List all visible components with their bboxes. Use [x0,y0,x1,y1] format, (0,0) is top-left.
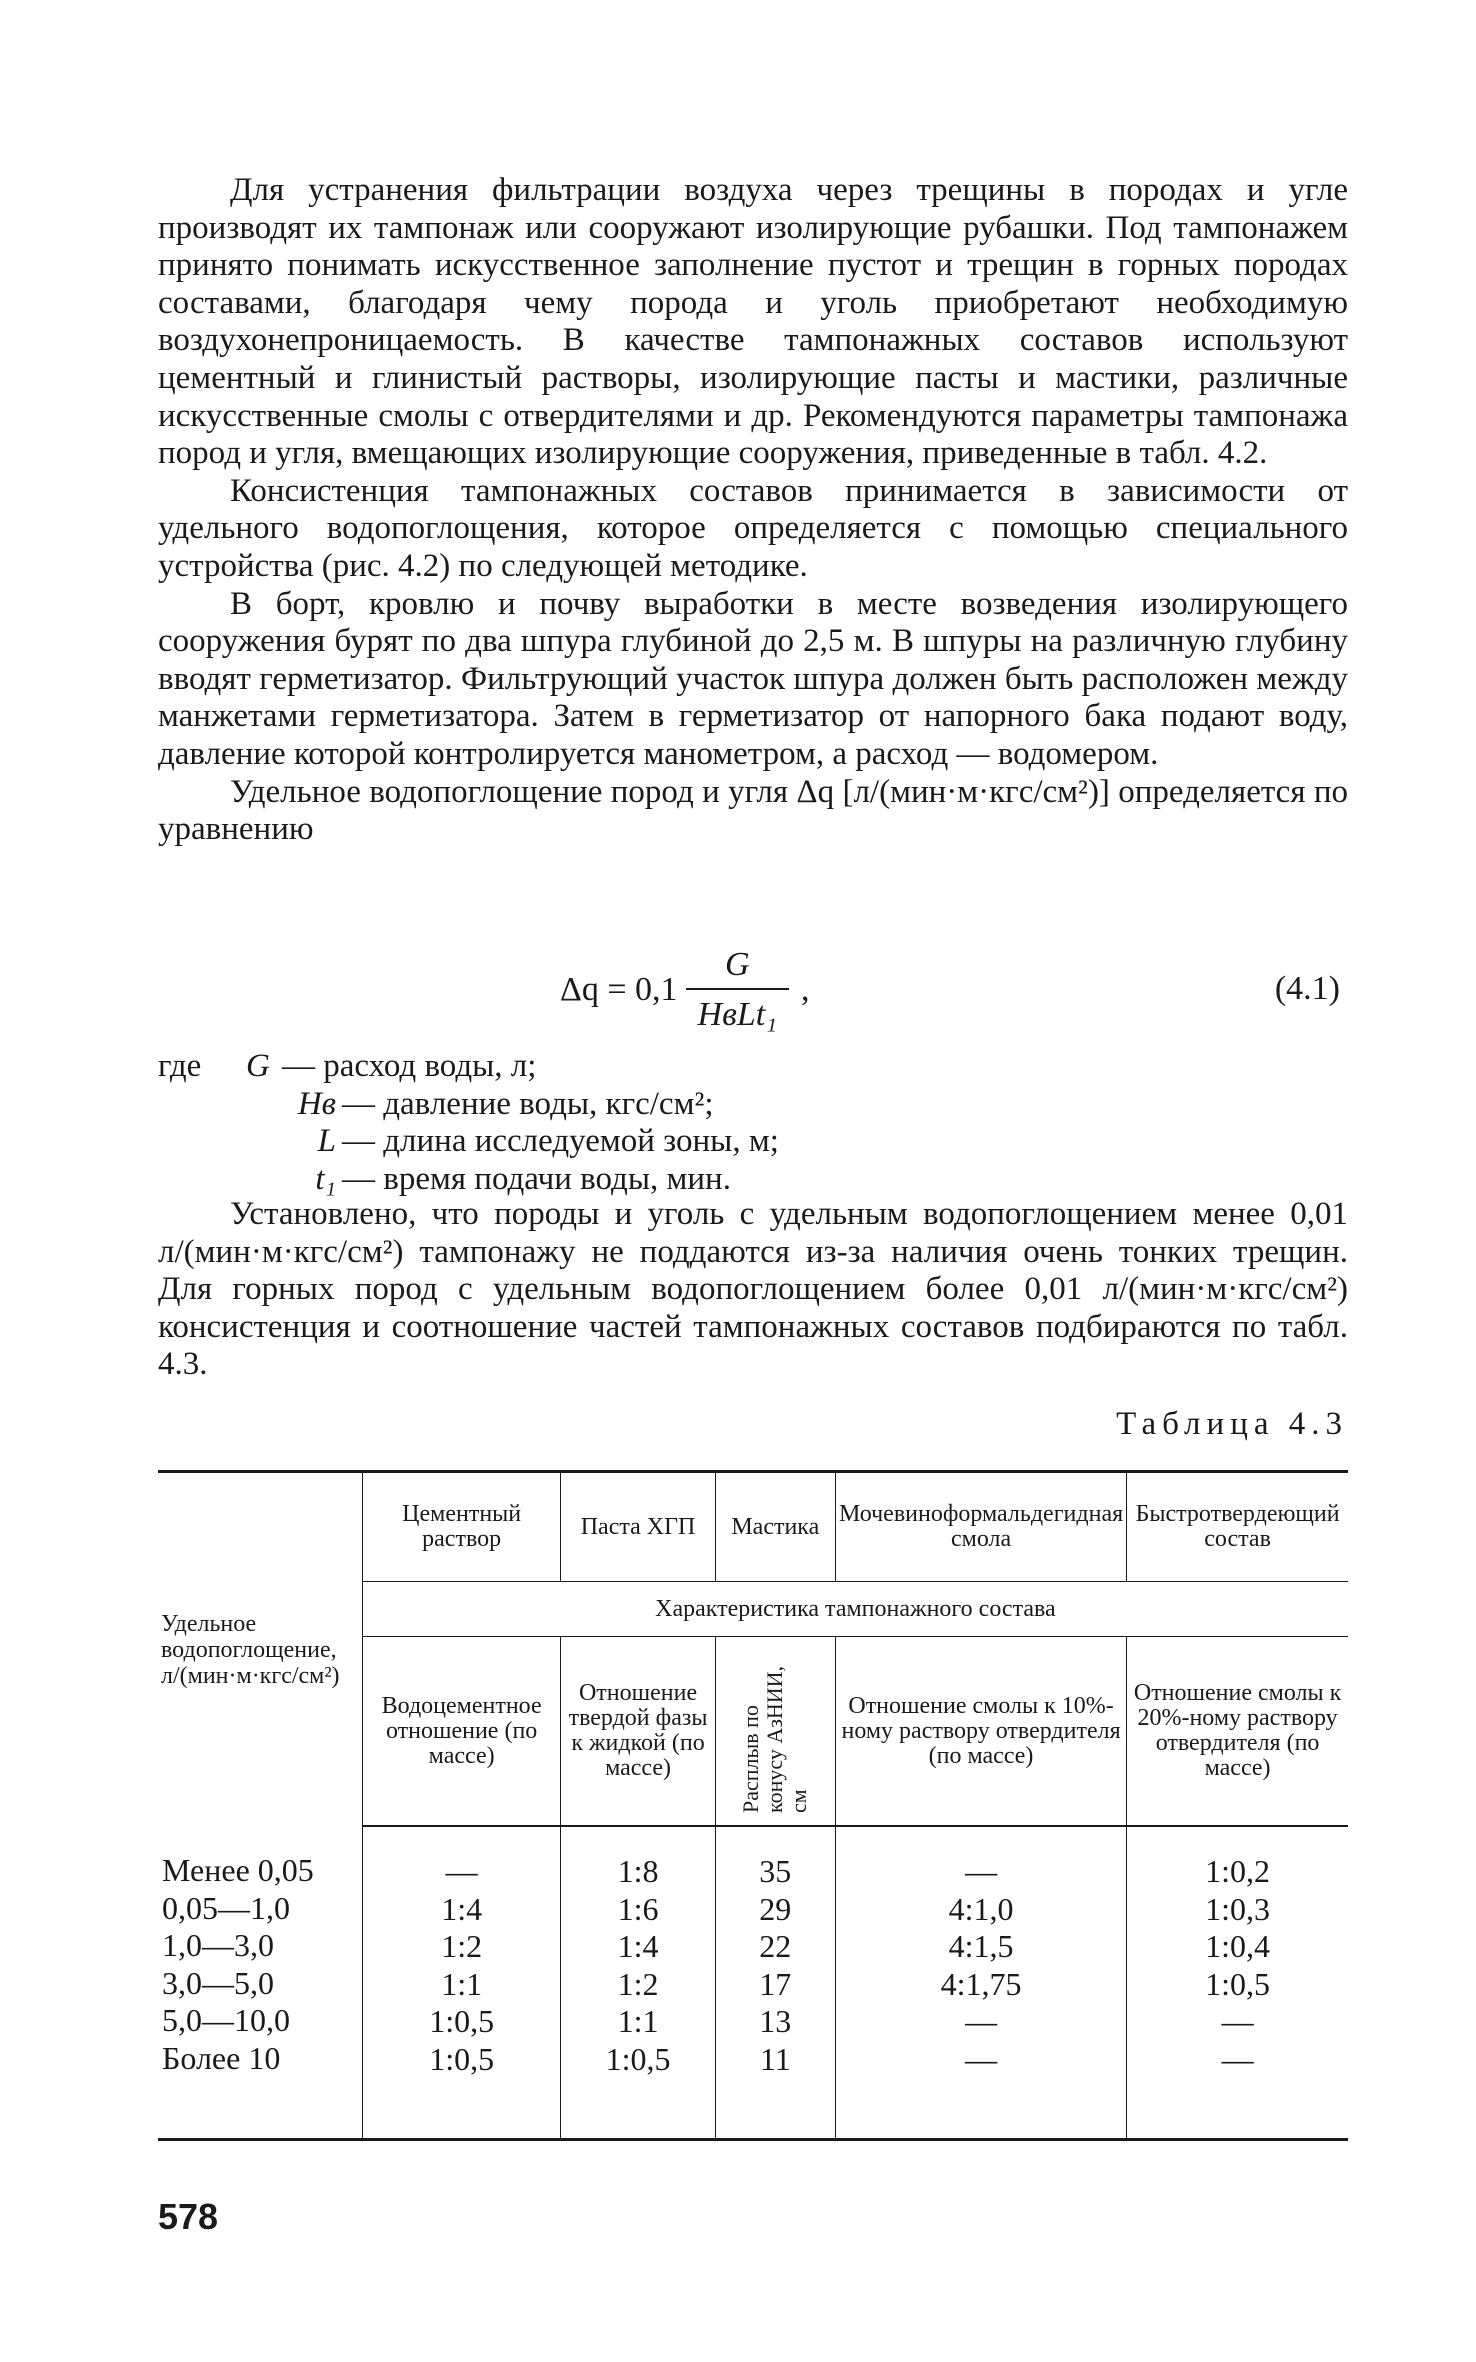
characteristic-header: Отношение смолы к 10%-ному раствору отвердителя (по массе) [835,1637,1126,1827]
formula-numerator: G [725,946,750,983]
characteristic-header: Отношение смолы к 20%-ному раствору отвердителя (по массе) [1127,1637,1348,1827]
formula-trailing: , [801,971,810,1008]
equation-number: (4.1) [1274,970,1340,1007]
definition-row [158,1086,1348,1124]
data-table [158,1470,1348,2138]
material-header: Цементный раствор [362,1472,561,1582]
definition-symbol: t₁ [315,1160,336,1197]
body-text-continued [158,1196,1348,1384]
material-header: Быстротвердеющий состав [1127,1472,1348,1582]
material-header-row [158,1472,1348,1582]
vertical-label: Расплыв по конусу АзНИИ, см [738,1665,812,1813]
paragraph-3: В борт, кровлю и почву выработки в месте возведения изолирующего сооружения бурят по два шпура глубиной до 2,5 м. В шпуры на различную глубину вводят герметизатор. Фильтрующий участок шпура должен быть расположен между манжетами герметизатора. Затем в герметизатор от напорного бака подают воду, давление которой контролируется манометром, а расход — водомером. [158,585,1348,772]
material-header: Паста ХГП [561,1472,715,1582]
definition-text: — давление воды, кгс/см²; [342,1085,714,1122]
cell-column-4: — 4:1,0 4:1,5 4:1,75 — — [835,1826,1126,2138]
formula-denominator: HвLt₁ [686,988,790,1034]
cell-column-3: 35 29 22 17 13 11 [715,1826,835,2138]
variable-definitions [158,1048,1348,1198]
definition-symbol: G [246,1048,270,1084]
paragraph-1: Для устранения фильтрации воздуха через трещины в породах и угле производят их тампонаж или сооружают изолирующие рубашки. Под тампонажем принято понимать искусственное заполнение пустот и трещин в горных породах составами, благодаря чему порода и уголь приобретают необходимую воздухонепроницаемость. В качестве тампонажных составов используют цементный и глинистый растворы, изолирующие пасты и мастики, различные искусственные смолы с отвердителями и др. Рекомендуются параметры тампонажа пород и угля, вмещающих изолирующие сооружения, приведенные в табл. 4.2. [158,172,1348,472]
body-text [158,172,1348,849]
table-4-3 [158,1470,1348,2141]
paragraph-4: Удельное водопоглощение пород и угля Δq [л/(мин·м·кгс/см²)] определяется по уравнению [158,773,1348,848]
equation-4-1 [158,940,1348,1040]
material-header: Мастика [715,1472,835,1582]
group-header: Характеристика тампонажного состава [362,1582,1348,1637]
definition-row [158,1123,1348,1161]
row-header: Удельное водопоглощение, л/(мин·м·кгс/см²) [158,1472,362,1827]
table-row [158,1826,1348,2138]
paragraph-5: Установлено, что породы и уголь с удельным водопоглощением менее 0,01 л/(мин·м·кгс/см²) тампонажу не поддаются из-за наличия очень тонких трещин. Для горных пород с удельным водопоглощением более 0,01 л/(мин·м·кгс/см²) консистенция и соотношение частей тампонажных составов подбираются по табл. 4.3. [158,1196,1348,1383]
characteristic-header: Отношение твердой фазы к жидкой (по массе) [561,1637,715,1827]
definition-text: — время подачи воды, мин. [342,1160,731,1197]
cell-column-2: 1:8 1:6 1:4 1:2 1:1 1:0,5 [561,1826,715,2138]
paragraph-2: Консистенция тампонажных составов принимается в зависимости от удельного водопоглощения, которое определяется с помощью специального устройства (рис. 4.2) по следующей методике. [158,472,1348,584]
formula [560,940,810,1040]
definition-text: — длина исследуемой зоны, м; [342,1123,779,1160]
cell-range: Менее 0,05 0,05—1,0 1,0—3,0 3,0—5,0 5,0—10,0 Более 10 [162,1852,314,2076]
characteristic-header: Водоцементное отношение (по массе) [362,1637,561,1827]
definition-row [158,1161,1348,1199]
page-number: 578 [158,2196,219,2237]
definition-symbol: L [317,1123,336,1160]
where-word: где [158,1048,202,1084]
definition-symbol: Hв [297,1085,336,1122]
formula-lhs: Δq = 0,1 [560,971,678,1008]
cell-column-5: 1:0,2 1:0,3 1:0,4 1:0,5 — — [1127,1826,1348,2138]
characteristic-header-vertical [715,1637,835,1827]
formula-fraction [686,946,790,1034]
material-header: Мочевиноформальдегидная смола [835,1472,1126,1582]
definition-text: — расход воды, л; [282,1048,537,1084]
cell-column-1: — 1:4 1:2 1:1 1:0,5 1:0,5 [362,1826,561,2138]
definition-row [158,1048,1348,1086]
table-bottom-rule [158,2138,1348,2141]
table-caption: Таблица 4.3 [1116,1406,1348,1442]
